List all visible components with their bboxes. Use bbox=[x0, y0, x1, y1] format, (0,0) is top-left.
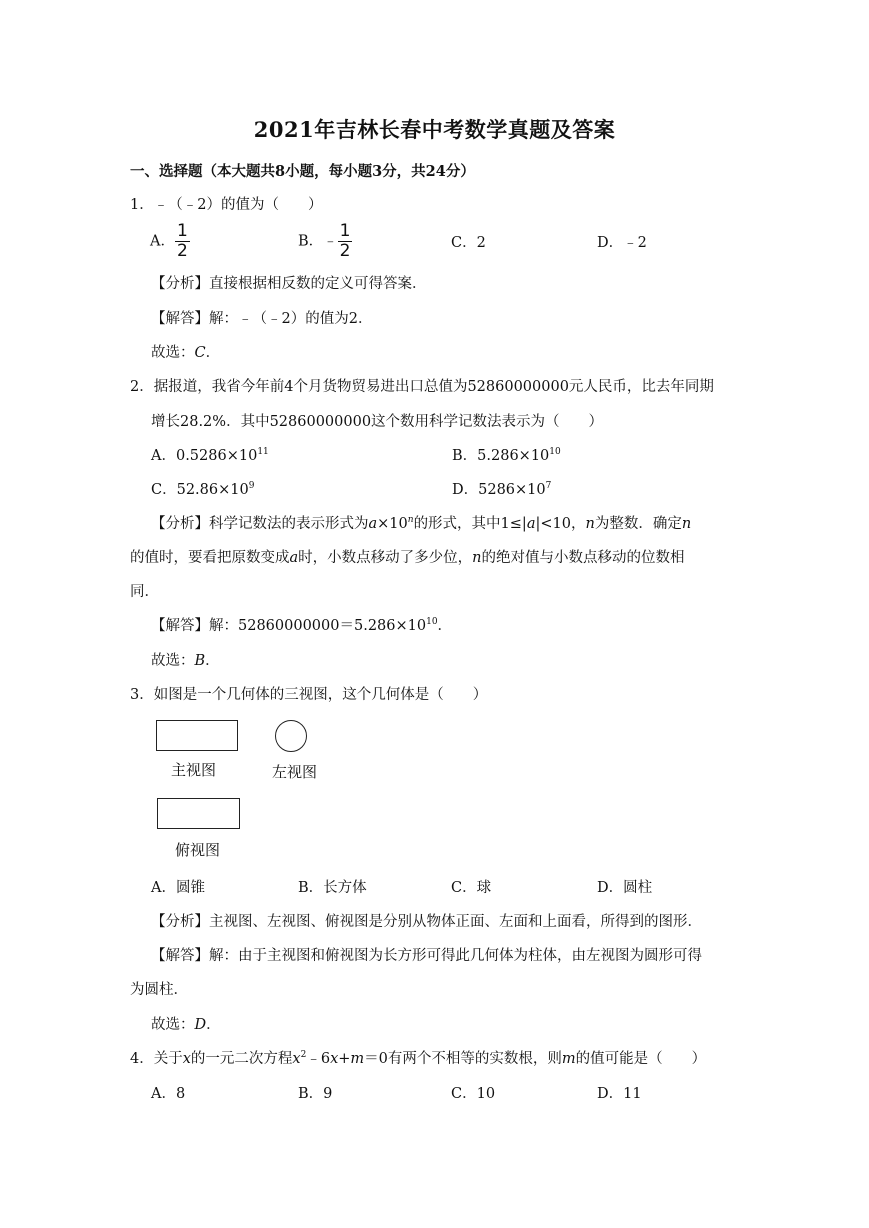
var-n: n bbox=[472, 550, 482, 566]
text: ＝0有两个不相等的实数根，则 bbox=[364, 1051, 562, 1067]
var-a: a bbox=[368, 516, 378, 532]
q3-stem: 3．如图是一个几何体的三视图，这个几何体是（ ） bbox=[130, 687, 488, 703]
front-view-label: 主视图 bbox=[171, 761, 217, 779]
q4-option-c: C．10 bbox=[451, 1086, 496, 1102]
q2-option-a bbox=[151, 444, 269, 465]
text: 为整数．确定 bbox=[594, 516, 682, 532]
frac-numerator: 1 bbox=[339, 221, 351, 241]
text: 的一元二次方程 bbox=[190, 1051, 293, 1067]
choice-suffix: ． bbox=[205, 345, 221, 361]
var-x: x bbox=[330, 1051, 339, 1067]
q2-option-c bbox=[151, 478, 254, 499]
q3-option-a: A．圆锥 bbox=[151, 880, 205, 896]
var-n: n bbox=[585, 516, 595, 532]
option-exponent: 10 bbox=[549, 447, 561, 457]
choice-prefix: 故选： bbox=[151, 653, 195, 669]
q1-option-a-label: A． bbox=[150, 233, 175, 250]
text: 的绝对值与小数点移动的位数相 bbox=[481, 550, 685, 566]
choice-letter: D bbox=[194, 1017, 207, 1033]
text: ． bbox=[437, 618, 453, 634]
option-exponent: 9 bbox=[248, 481, 255, 491]
option-base: C．52.86×10 bbox=[151, 482, 249, 498]
option-exponent: 7 bbox=[545, 481, 552, 491]
q1-option-b bbox=[298, 223, 352, 260]
q3-solution-line2: 为圆柱． bbox=[130, 982, 188, 998]
choice-suffix: ． bbox=[205, 653, 220, 669]
q2-choice bbox=[151, 649, 220, 670]
choice-letter: B bbox=[194, 653, 206, 669]
exponent: 10 bbox=[426, 617, 438, 627]
q3-option-c: C．球 bbox=[451, 880, 492, 896]
var-m: m bbox=[350, 1051, 365, 1067]
q3-option-d: D．圆柱 bbox=[597, 880, 653, 896]
q2-option-b bbox=[452, 444, 561, 465]
exponent: 2 bbox=[300, 1050, 307, 1060]
option-base: D．5286×10 bbox=[452, 482, 546, 498]
q4-option-d: D．11 bbox=[597, 1086, 642, 1102]
fraction-half bbox=[175, 223, 190, 260]
var-n: n bbox=[681, 516, 692, 532]
q3-choice bbox=[151, 1013, 221, 1034]
top-view-rectangle bbox=[157, 798, 240, 829]
text: 的值可能是（ ） bbox=[575, 1051, 707, 1067]
top-view-label: 俯视图 bbox=[175, 841, 221, 859]
q3-analysis: 【分析】主视图、左视图、俯视图是分别从物体正面、左面和上面看，所得到的图形． bbox=[151, 914, 702, 930]
choice-suffix: ． bbox=[206, 1017, 221, 1033]
q1-choice bbox=[151, 341, 220, 362]
text: ×10 bbox=[377, 516, 408, 532]
q1-option-c: C．2 bbox=[451, 235, 486, 251]
page-title: 2021年吉林长春中考数学真题及答案 bbox=[253, 117, 616, 142]
left-view-circle bbox=[275, 720, 307, 752]
var-m: m bbox=[561, 1051, 576, 1067]
text: 【分析】科学记数法的表示形式为 bbox=[151, 516, 369, 532]
q2-analysis-line1 bbox=[151, 512, 691, 533]
front-view-rectangle bbox=[156, 720, 238, 751]
var-a: a bbox=[289, 550, 299, 566]
choice-prefix: 故选： bbox=[151, 345, 195, 361]
option-base: A．0.5286×10 bbox=[151, 448, 258, 464]
q4-stem bbox=[130, 1047, 706, 1068]
q1-option-d: D．﹣2 bbox=[597, 235, 647, 251]
q2-stem-line2: 增长28.2%．其中52860000000这个数用科学记数法表示为（ ） bbox=[151, 414, 604, 430]
frac-denominator: 2 bbox=[339, 241, 351, 261]
var-x: x bbox=[292, 1051, 301, 1067]
q2-option-d bbox=[452, 478, 551, 499]
var-a: a bbox=[526, 516, 536, 532]
q1-stem: 1．﹣（﹣2）的值为（ ） bbox=[130, 197, 323, 213]
text: 的形式，其中1≤| bbox=[413, 516, 527, 532]
q2-analysis-line2 bbox=[130, 546, 685, 567]
q3-option-b: B．长方体 bbox=[298, 880, 367, 896]
q1-analysis: 【分析】直接根据相反数的定义可得答案． bbox=[151, 276, 427, 292]
fraction-half bbox=[338, 223, 353, 260]
option-exponent: 11 bbox=[257, 447, 269, 457]
text: + bbox=[338, 1051, 351, 1067]
q4-option-b: B．9 bbox=[298, 1086, 333, 1102]
frac-denominator: 2 bbox=[176, 241, 188, 261]
q1-option-a bbox=[150, 223, 190, 260]
q2-analysis-line3: 同． bbox=[130, 584, 159, 600]
choice-letter: C bbox=[194, 345, 206, 361]
q1-option-b-label: B．﹣ bbox=[298, 233, 338, 250]
left-view-label: 左视图 bbox=[272, 763, 318, 781]
var-n: n bbox=[407, 515, 414, 525]
q2-solution bbox=[151, 614, 452, 635]
q4-option-a: A．8 bbox=[151, 1086, 186, 1102]
text: 【解答】解：52860000000＝5.286×10 bbox=[151, 618, 427, 634]
q1-solution: 【解答】解：﹣（﹣2）的值为2． bbox=[151, 311, 373, 327]
q3-solution-line1: 【解答】解：由于主视图和俯视图为长方形可得此几何体为柱体，由左视图为圆形可得 bbox=[151, 948, 702, 964]
text: |<10， bbox=[535, 516, 586, 532]
var-x: x bbox=[182, 1051, 191, 1067]
text: 的值时，要看把原数变成 bbox=[130, 550, 290, 566]
text: 4．关于 bbox=[130, 1051, 183, 1067]
text: 时，小数点移动了多少位， bbox=[298, 550, 473, 566]
choice-prefix: 故选： bbox=[151, 1017, 195, 1033]
section-heading: 一、选择题（本大题共8小题，每小题3分，共24分） bbox=[130, 163, 475, 180]
option-base: B．5.286×10 bbox=[452, 448, 550, 464]
text: ﹣6 bbox=[306, 1051, 331, 1067]
frac-numerator: 1 bbox=[176, 221, 188, 241]
q2-stem-line1: 2．据报道，我省今年前4个月货物贸易进出口总值为52860000000元人民币，比去年同期 bbox=[130, 379, 714, 395]
